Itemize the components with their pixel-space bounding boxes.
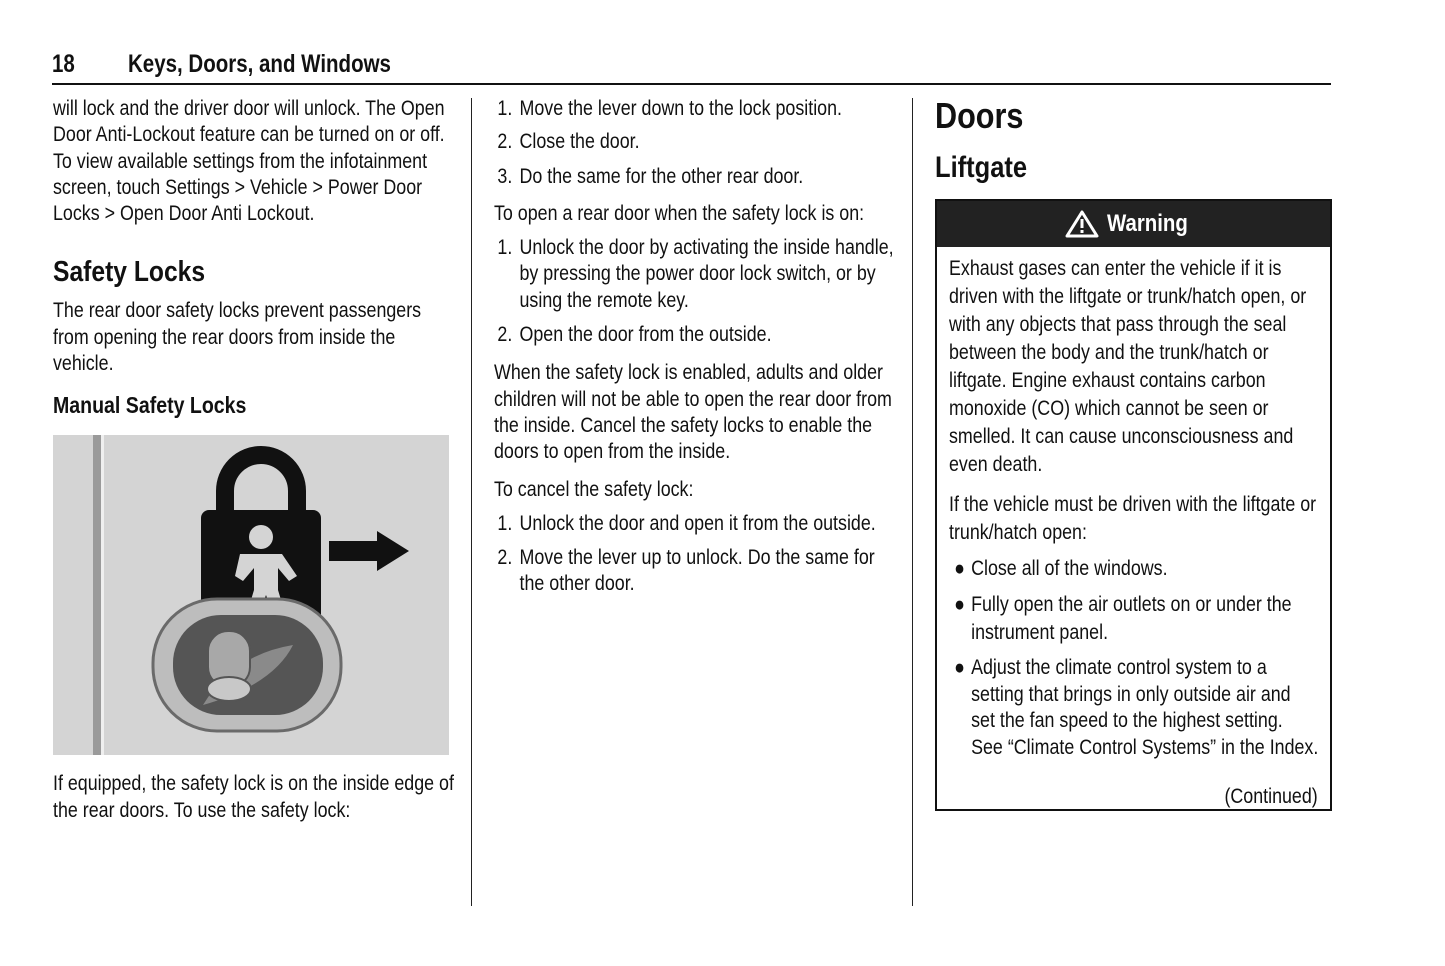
cancel-steps-list [494, 511, 895, 598]
bullet-icon: ● [954, 557, 965, 580]
enabled-paragraph: When the safety lock is enabled, adults and older children will not be able to open the rear door from the inside. Cancel the safety locks to enable the doors to open from the inside. [494, 361, 892, 464]
list-item: 1. Move the lever down to the lock position. [497, 97, 842, 120]
column-middle [494, 96, 894, 598]
column-left [53, 96, 453, 824]
warning-title: Warning [1106, 209, 1188, 237]
section-title: Keys, Doors, and Windows [128, 50, 391, 78]
column-divider [471, 98, 472, 906]
manual-safety-locks-heading: Manual Safety Locks [53, 392, 247, 419]
warning-box [935, 199, 1332, 811]
list-item: ● Fully open the air outlets on or under the instrument panel. [954, 593, 1292, 644]
warning-triangle-icon [1065, 210, 1099, 238]
column-right [935, 95, 1331, 808]
list-item: 1. Unlock the door by activating the inside handle, by pressing the power door lock switch, or by using the remote key. [497, 236, 894, 312]
list-item: 1. Unlock the door and open it from the outside. [497, 511, 876, 535]
lock-lever [153, 599, 341, 731]
list-item: 2. Close the door. [497, 130, 640, 154]
list-item: ● Adjust the climate control system to a setting that brings in only outside air and set the fan speed to the highest setting. See “Climate Control Systems” in the Index. [954, 656, 1319, 759]
lock-steps-list [494, 96, 895, 190]
doors-heading: Doors [935, 95, 1024, 136]
open-intro: To open a rear door when the safety lock is on: [494, 201, 865, 225]
bullet-icon: ● [954, 593, 965, 616]
list-item: ● Close all of the windows. [949, 555, 1319, 583]
page-number: 18 [52, 50, 75, 78]
list-item: 2. Move the lever up to unlock. Do the same for the other door. [497, 546, 875, 596]
safety-locks-heading: Safety Locks [53, 256, 206, 289]
liftgate-heading: Liftgate [935, 151, 1028, 184]
cancel-intro: To cancel the safety lock: [494, 477, 694, 501]
safety-lock-illustration [53, 435, 449, 755]
list-item: 2. Open the door from the outside. [497, 323, 772, 347]
page-header [52, 50, 1331, 85]
safety-locks-paragraph: The rear door safety locks prevent passengers from opening the rear doors from inside the vehicle. [53, 299, 422, 376]
intro-paragraph: will lock and the driver door will unlock. The Open Door Anti-Lockout feature can be turned on or off. To view available settings from the infotainment screen, touch Settings > Vehicle > Power Door Locks > Open Door Anti Lockout. [53, 97, 445, 226]
bullet-icon: ● [954, 656, 965, 679]
column-divider [912, 98, 913, 906]
warning-paragraph: Exhaust gases can enter the vehicle if it is driven with the liftgate or trunk/hatch open, or with any objects that pass through the seal between the body and the trunk/hatch or liftgate. Engine exhaust contains carbon monoxide (CO) which cannot be seen or smelled. It can cause unconsciousness and even death. [949, 257, 1307, 476]
continued-label: (Continued) [1224, 785, 1318, 808]
list-item: 3. Do the same for the other rear door. [497, 164, 804, 188]
open-steps-list [494, 235, 895, 348]
warning-header [937, 201, 1330, 247]
warning-bullet-list [949, 555, 1319, 761]
warning-if-paragraph: If the vehicle must be driven with the liftgate or trunk/hatch open: [949, 493, 1317, 544]
safety-lock-caption: If equipped, the safety lock is on the inside edge of the rear doors. To use the safety lock: [53, 772, 454, 822]
